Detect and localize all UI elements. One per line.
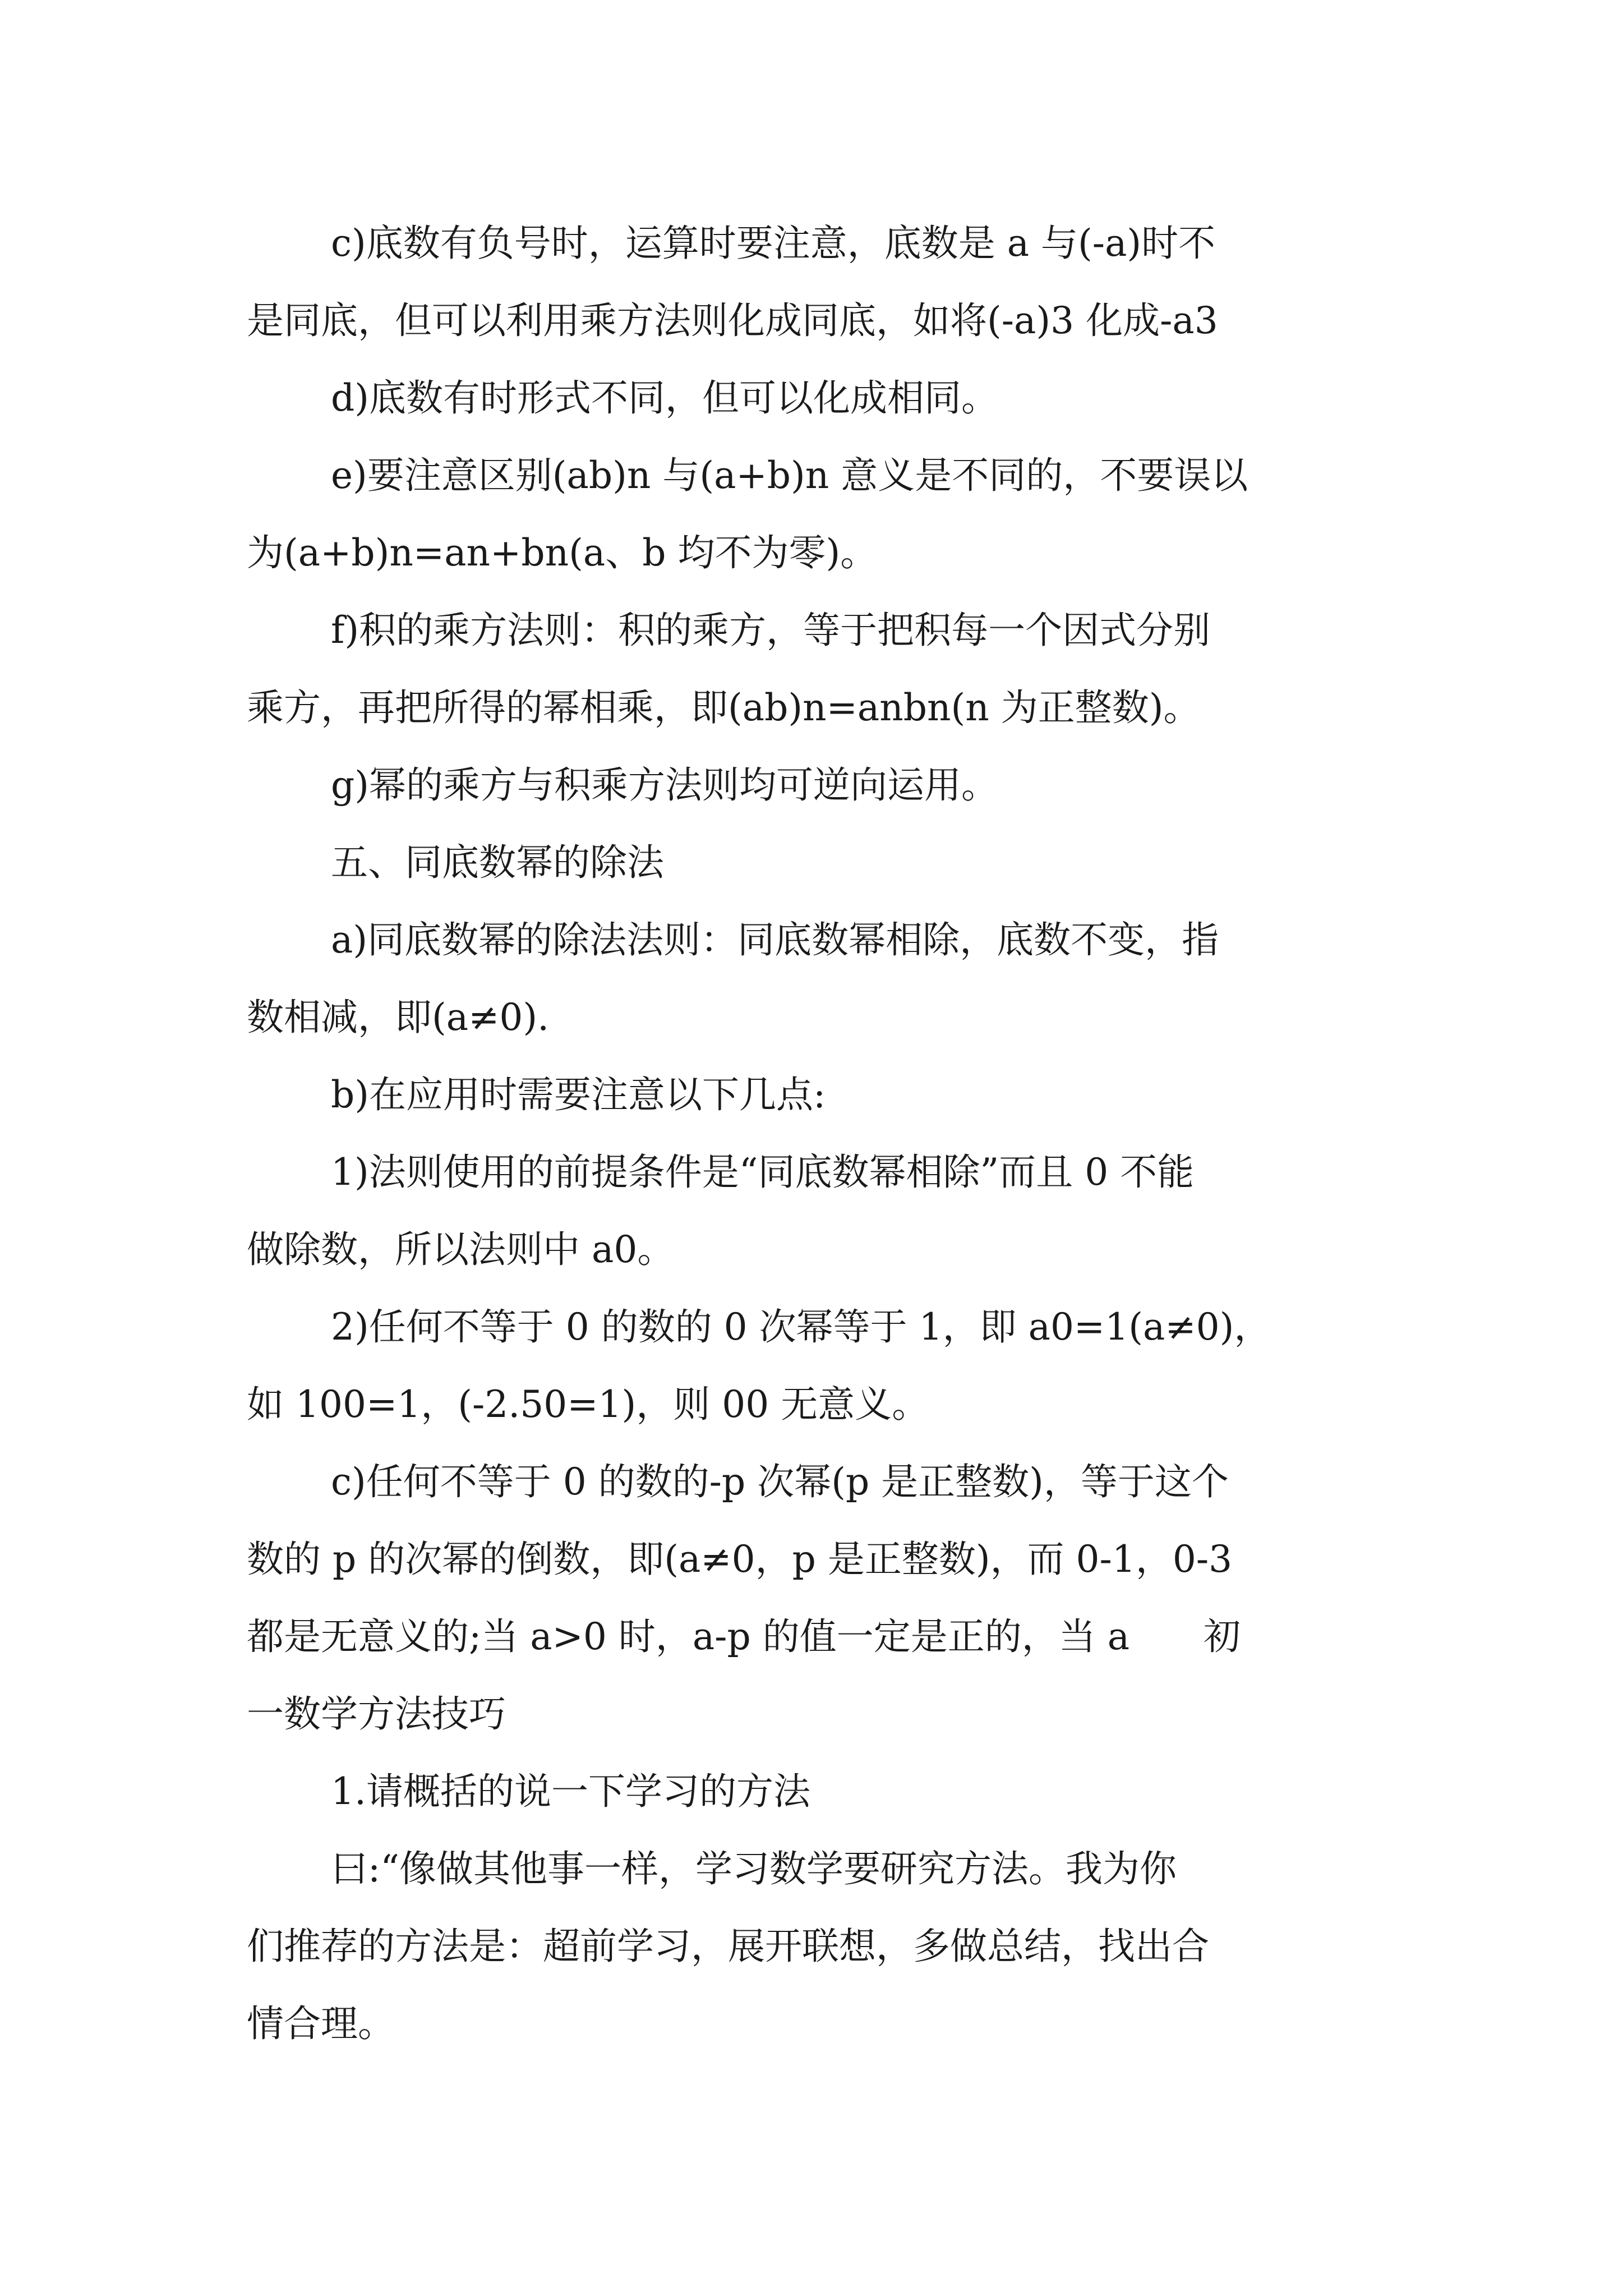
text-line: c)任何不等于 0 的数的-p 次幂(p 是正整数)，等于这个 [331, 1460, 1229, 1503]
section-heading: 五、同底数幂的除法 [331, 841, 664, 884]
text-line: a)同底数幂的除法法则：同底数幂相除，底数不变，指 [331, 918, 1219, 961]
text-line: 数相减，即(a≠0). [247, 996, 550, 1039]
text-line: g)幂的乘方与积乘方法则均可逆向运用。 [331, 763, 998, 807]
text-line: e)要注意区别(ab)n 与(a+b)n 意义是不同的，不要误以 [331, 454, 1248, 497]
text-line: 做除数，所以法则中 a0。 [247, 1228, 675, 1271]
text-line: 数的 p 的次幂的倒数，即(a≠0，p 是正整数)，而 0-1，0-3 [247, 1538, 1233, 1581]
text-line: 们推荐的方法是：超前学习，展开联想，多做总结，找出合 [247, 1925, 1209, 1968]
text-line: f)积的乘方法则：积的乘方，等于把积每一个因式分别 [331, 609, 1211, 652]
document-page [247, 205, 1385, 2063]
text-line: d)底数有时形式不同，但可以化成相同。 [331, 376, 998, 420]
text-line: b)在应用时需要注意以下几点: [331, 1073, 826, 1116]
text-line: 乘方，再把所得的幂相乘，即(ab)n=anbn(n 为正整数)。 [247, 686, 1201, 729]
text-line: 如 100=1，(-2.50=1)，则 00 无意义。 [247, 1383, 929, 1426]
text-line: 一数学方法技巧 [247, 1692, 506, 1736]
text-line: 1.请概括的说一下学习的方法 [331, 1770, 810, 1813]
text-line: 2)任何不等于 0 的数的 0 次幂等于 1，即 a0=1(a≠0)， [331, 1305, 1271, 1349]
text-line: 是同底，但可以利用乘方法则化成同底，如将(-a)3 化成-a3 [247, 299, 1218, 342]
text-line: 1)法则使用的前提条件是“同底数幂相除”而且 0 不能 [331, 1151, 1195, 1194]
text-line: 都是无意义的;当 a>0 时，a-p 的值一定是正的，当 a 初 [247, 1615, 1241, 1658]
text-line: 为(a+b)n=an+bn(a、b 均不为零)。 [247, 531, 878, 574]
text-line: c)底数有负号时，运算时要注意，底数是 a 与(-a)时不 [331, 222, 1216, 265]
text-line: 情合理。 [247, 2002, 395, 2045]
text-line: 曰:“像做其他事一样，学习数学要研究方法。我为你 [331, 1847, 1177, 1890]
